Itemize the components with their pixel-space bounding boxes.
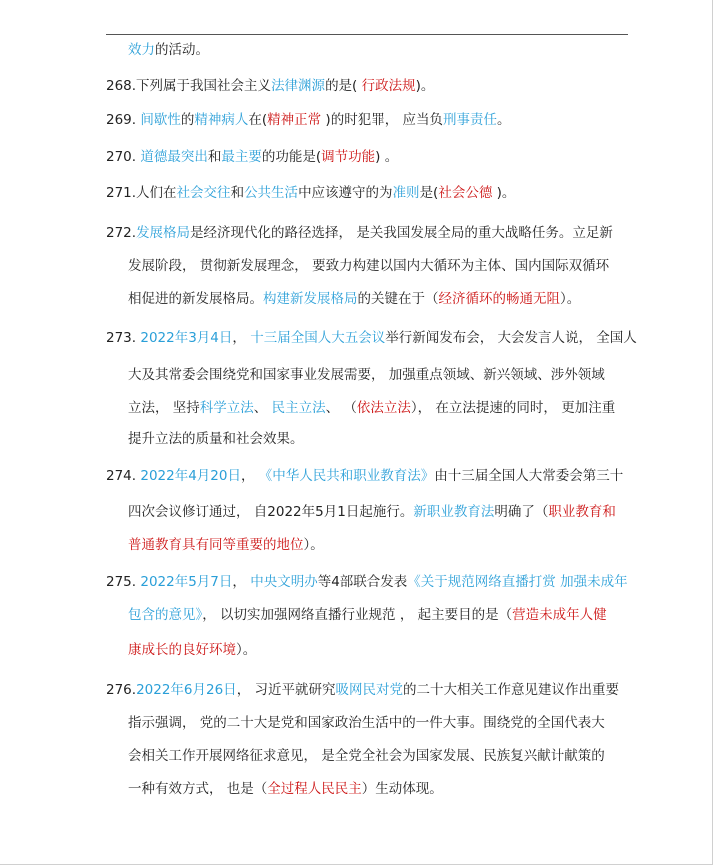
text-line xyxy=(106,223,613,243)
answer-text: 调节功能 xyxy=(321,149,376,165)
keyword-text: 科学立法 xyxy=(199,400,254,416)
body-text: 举行新闻发布会， 大会发言人说， 全国人 xyxy=(385,330,637,346)
body-text: 的活动。 xyxy=(155,42,209,58)
keyword-text: 精神病人 xyxy=(194,112,249,128)
text-line xyxy=(106,110,511,130)
keyword-text: 道德最突出 xyxy=(140,149,208,165)
body-text: 276. xyxy=(106,682,137,698)
body-text: 274. xyxy=(106,468,141,484)
text-line xyxy=(106,328,637,348)
text-line xyxy=(128,605,607,625)
keyword-text: 发展格局 xyxy=(136,225,191,241)
answer-text: 经济循环的畅通无阻 xyxy=(438,291,560,307)
body-text: 270. xyxy=(106,149,141,165)
body-text: 由十三届全国人大常委会第三十 xyxy=(434,468,624,484)
body-text: 、 xyxy=(253,400,272,416)
body-text: ， xyxy=(232,330,251,346)
keyword-text: 社会交往 xyxy=(176,185,231,201)
text-line xyxy=(128,502,616,522)
keyword-text: 效力 xyxy=(128,42,155,58)
keyword-text: 间歇性 xyxy=(140,112,181,128)
body-text: 会相关工作开展网络征求意见， 是全党全社会为国家发展、民族复兴献计献策的 xyxy=(128,748,605,764)
body-text: )。 xyxy=(415,78,435,94)
body-text: 的是( xyxy=(325,78,358,94)
body-text: 和 xyxy=(230,185,245,201)
text-line xyxy=(128,256,609,276)
answer-text: 康成长的良好环境 xyxy=(128,642,236,658)
answer-text: 行政法规 xyxy=(357,78,416,94)
body-text: 相促进的新发展格局。 xyxy=(128,291,263,307)
body-text: 立法， 坚持 xyxy=(128,400,200,416)
text-line xyxy=(128,40,209,60)
keyword-text: 中央文明办 xyxy=(250,574,318,590)
text-line xyxy=(128,429,304,449)
body-text: ）。 xyxy=(236,642,257,658)
keyword-text: 2022年4月20日 xyxy=(140,468,241,484)
keyword-text: 2022年5月7日 xyxy=(140,574,233,590)
body-text: )。 xyxy=(492,185,516,201)
body-text: 大及其常委会围绕党和国家事业发展需要， 加强重点领域、新兴领域、涉外领域 xyxy=(128,367,605,383)
keyword-text: 十三届全国人大五会议 xyxy=(250,330,386,346)
body-text: )的时犯罪， 应当负 xyxy=(321,112,443,128)
body-text: 四次会议修订通过， 自2022年5月1日起施行。 xyxy=(128,504,414,520)
answer-text: 职业教育和 xyxy=(548,504,616,520)
body-text: 275. xyxy=(106,574,141,590)
body-text: 是经济现代化的路径选择， 是关我国发展全局的重大战略任务。立足新 xyxy=(190,225,613,241)
body-text: 271.人们在 xyxy=(106,185,177,201)
text-line xyxy=(128,398,615,418)
body-text: 明确了（ xyxy=(494,504,549,520)
keyword-text: 新职业教育法 xyxy=(413,504,495,520)
body-text: 的 xyxy=(180,112,195,128)
body-text: ， xyxy=(232,574,251,590)
keyword-text: 最主要 xyxy=(221,149,262,165)
body-text: 中应该遵守的为 xyxy=(298,185,393,201)
body-text: 273. xyxy=(106,330,141,346)
answer-text: 全过程人民民主 xyxy=(267,781,362,797)
answer-text: 精神正常 xyxy=(267,112,322,128)
body-text: 的二十大相关工作意见建议作出重要 xyxy=(402,682,619,698)
text-line xyxy=(106,466,623,486)
answer-text: 依法立法 xyxy=(356,400,411,416)
keyword-text: 2022年6月26日 xyxy=(136,682,237,698)
text-line xyxy=(106,572,628,592)
text-line xyxy=(106,147,398,167)
keyword-text: 构建新发展格局 xyxy=(263,291,358,307)
body-text: 等4部联合发表 xyxy=(317,574,408,590)
body-text: 在( xyxy=(248,112,268,128)
body-text: 269. xyxy=(106,112,141,128)
keyword-text: 准则 xyxy=(392,185,420,201)
body-text: ) 。 xyxy=(375,149,399,165)
body-text: 、 （ xyxy=(325,400,357,416)
keyword-text: 《关于规范网络直播打赏 加强未成年 xyxy=(407,574,628,590)
keyword-text: 吸网民对党 xyxy=(335,682,403,698)
text-line xyxy=(128,746,605,766)
body-text: 。 xyxy=(497,112,511,128)
body-text: ）， 在立法提速的同时， 更加注重 xyxy=(410,400,616,416)
text-line xyxy=(128,779,443,799)
body-text: ， 以切实加强网络直播行业规范 ， 起主要目的是（ xyxy=(202,607,513,623)
header-rule xyxy=(106,34,628,35)
body-text: ， xyxy=(240,468,259,484)
keyword-text: 《中华人民共和职业教育法》 xyxy=(258,468,435,484)
text-line xyxy=(106,183,515,203)
answer-text: 社会公德 xyxy=(438,185,493,201)
keyword-text: 包含的意见》 xyxy=(128,607,203,623)
body-text: 的关键在于（ xyxy=(357,291,439,307)
body-text: 提升立法的质量和社会效果。 xyxy=(128,431,304,447)
body-text: 发展阶段， 贯彻新发展理念， 要致力构建以国内大循环为主体、国内国际双循环 xyxy=(128,258,610,274)
text-line xyxy=(128,640,256,660)
keyword-text: 刑事责任 xyxy=(443,112,497,128)
keyword-text: 公共生活 xyxy=(244,185,299,201)
text-line xyxy=(106,76,434,96)
answer-text: 营造未成年人健 xyxy=(512,607,607,623)
keyword-text: 法律渊源 xyxy=(271,78,326,94)
answer-text: 普通教育具有同等重要的地位 xyxy=(128,537,304,553)
body-text: 272. xyxy=(106,225,137,241)
text-line xyxy=(128,713,605,733)
body-text: 268.下列属于我国社会主义 xyxy=(106,78,272,94)
text-line xyxy=(106,680,619,700)
body-text: 和 xyxy=(207,149,222,165)
text-line xyxy=(128,365,605,385)
text-line xyxy=(128,289,580,309)
body-text: 指示强调， 党的二十大是党和国家政治生活中的一件大事。围绕党的全国代表大 xyxy=(128,715,605,731)
body-text: 是( xyxy=(419,185,439,201)
body-text: 一种有效方式， 也是（ xyxy=(128,781,268,797)
text-line xyxy=(128,535,324,555)
body-text: ， 习近平就研究 xyxy=(236,682,336,698)
keyword-text: 2022年3月4日 xyxy=(140,330,233,346)
keyword-text: 民主立法 xyxy=(271,400,326,416)
body-text: ）生动体现。 xyxy=(361,781,443,797)
body-text: ）。 xyxy=(303,537,324,553)
body-text: 的功能是( xyxy=(261,149,322,165)
body-text: ）。 xyxy=(560,291,581,307)
